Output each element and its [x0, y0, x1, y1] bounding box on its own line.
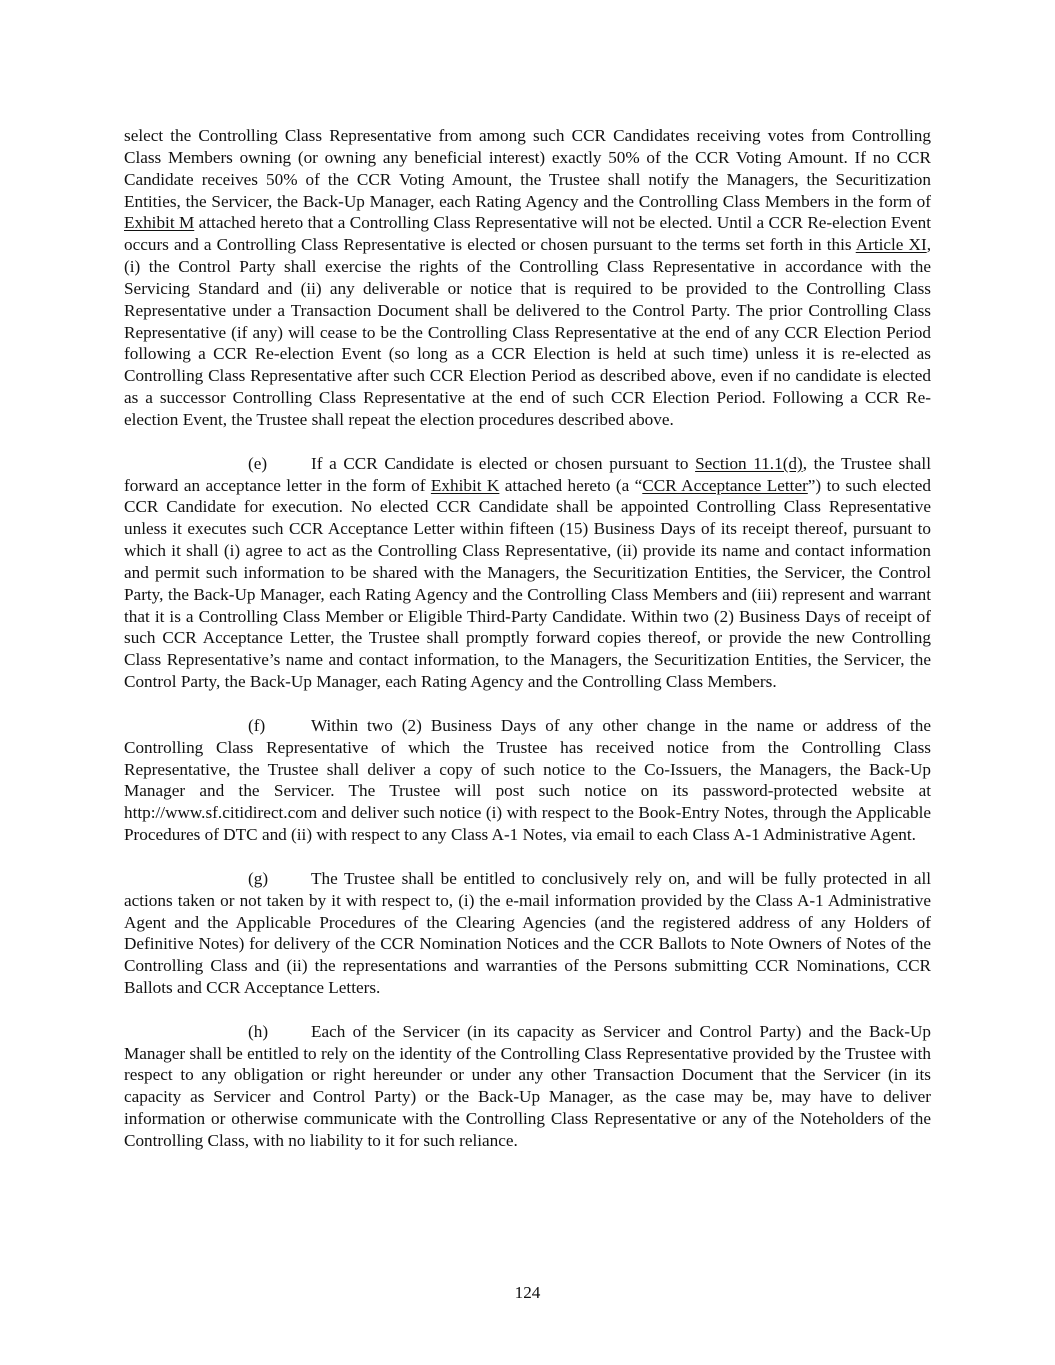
paragraph-text: , the Trustee shall forward an acceptance letter in the form of — [124, 453, 931, 495]
page-number: 124 — [514, 1283, 541, 1302]
paragraph-text: Each of the Servicer (in its capacity as Servicer and Control Party) and the Back-Up Manager shall be entitled to rely on the identity of the Controlling Class Representative provided by the Trustee with respect to any obligation or right hereunder or under any other Transaction Document that the Servicer (in its capacity as Servicer and Control Party) or the Back-Up Manager, as the case may be, may have to deliver information or otherwise communicate with the Controlling Class Representative or any of the Noteholders of the Controlling Class, with no liability to it for such reliance. — [124, 1021, 931, 1150]
paragraph-text: , (i) the Control Party shall exercise the rights of the Controlling Class Representative in accordance with the Servicing Standard and (ii) any deliverable or notice that is required to be provided to the Controlling Class Representative under a Transaction Document shall be delivered to the Control Party. The prior Controlling Class Representative (if any) will cease to be the Controlling Class Representative at the end of any CCR Election Period following a CCR Re-election Event (so long as a CCR Election is held at such time) unless it is re-elected as Controlling Class Representative after such CCR Election Period as described above, even if no candidate is elected as a successor Controlling Class Representative at the end of such CCR Election Period. Following a CCR Re-election Event, the Trustee shall repeat the election procedures described above. — [124, 235, 931, 429]
section-11-1-d-reference: Section 11.1(d) — [695, 453, 803, 473]
paragraph-label: (f) — [248, 715, 266, 735]
paragraph-label: (h) — [248, 1021, 269, 1041]
exhibit-m-reference: Exhibit M — [124, 213, 195, 233]
paragraph-text: If a CCR Candidate is elected or chosen pursuant to — [311, 453, 696, 473]
paragraph-label: (e) — [248, 453, 268, 473]
paragraph-text: Within two (2) Business Days of any other change in the name or address of the Controlling Class Representative of which the Trustee has received notice from the Controlling Class Representative, the Trustee shall deliver a copy of such notice to the Co-Issuers, the Managers, the Back-Up Manager and the Servicer. The Trustee will post such notice on its password-protected website at http://www.sf.citidirect.com and deliver such notice (i) with respect to the Book-Entry Notes, through the Applicable Procedures of DTC and (ii) with respect to any Class A-1 Notes, via email to each Class A-1 Administrative Agent. — [124, 715, 931, 845]
article-xi-reference: Article XI — [855, 235, 927, 255]
ccr-acceptance-letter-term: CCR Acceptance Letter — [642, 475, 808, 495]
paragraph-text: ”) to such elected CCR Candidate for execution. No elected CCR Candidate shall be appointed Controlling Class Representative unless it executes such CCR Acceptance Letter within fifteen (15) Business Days of its receipt thereof, pursuant to which it shall (i) agree to act as the Controlling Class Representative, (ii) provide its name and contact information and permit such information to be shared with the Managers, the Securitization Entities, the Servicer, the Control Party, the Back-Up Manager, each Rating Agency and the Controlling Class Members and (iii) represent and warrant that it is a Controlling Class Member or Eligible Third-Party Candidate. Within two (2) Business Days of receipt of such CCR Acceptance Letter, the Trustee shall promptly forward copies thereof, or provide the new Controlling Class Representative’s name and contact information, to the Managers, the Securitization Entities, the Servicer, the Control Party, the Back-Up Manager, each Rating Agency and the Controlling Class Members. — [124, 475, 931, 692]
paragraph-text: attached hereto that a Controlling Class Representative will not be elected. Until a CCR Re-election Event occurs and a Controlling Class Representative is elected or chosen pursuant to the terms set forth in this — [124, 213, 931, 255]
paragraph-g — [124, 868, 931, 999]
paragraph-text: attached hereto (a “ — [499, 475, 643, 495]
exhibit-k-reference: Exhibit K — [430, 475, 500, 495]
paragraph-d-continued — [124, 125, 931, 431]
paragraph-label: (g) — [248, 868, 269, 888]
paragraph-e — [124, 453, 931, 693]
document-body — [124, 125, 931, 1174]
paragraph-f — [124, 715, 931, 846]
paragraph-text: The Trustee shall be entitled to conclusively rely on, and will be fully protected in all actions taken or not taken by it with respect to, (i) the e-mail information provided by the Class A-1 Administrative Agent and the Applicable Procedures of the Clearing Agencies (and the registered address of any Holders of Definitive Notes) for delivery of the CCR Nomination Notices and the CCR Ballots to Note Owners of Notes of the Controlling Class and (ii) the representations and warranties of the Persons submitting CCR Nominations, CCR Ballots and CCR Acceptance Letters. — [124, 868, 931, 998]
paragraph-h — [124, 1021, 931, 1152]
paragraph-text: select the Controlling Class Representative from among such CCR Candidates receiving votes from Controlling Class Members owning (or owning any beneficial interest) exactly 50% of the CCR Voting Amount. If no CCR Candidate receives 50% of the CCR Voting Amount, the Trustee shall notify the Managers, the Securitization Entities, the Servicer, the Back-Up Manager, each Rating Agency and the Controlling Class Members in the form of — [124, 126, 931, 211]
